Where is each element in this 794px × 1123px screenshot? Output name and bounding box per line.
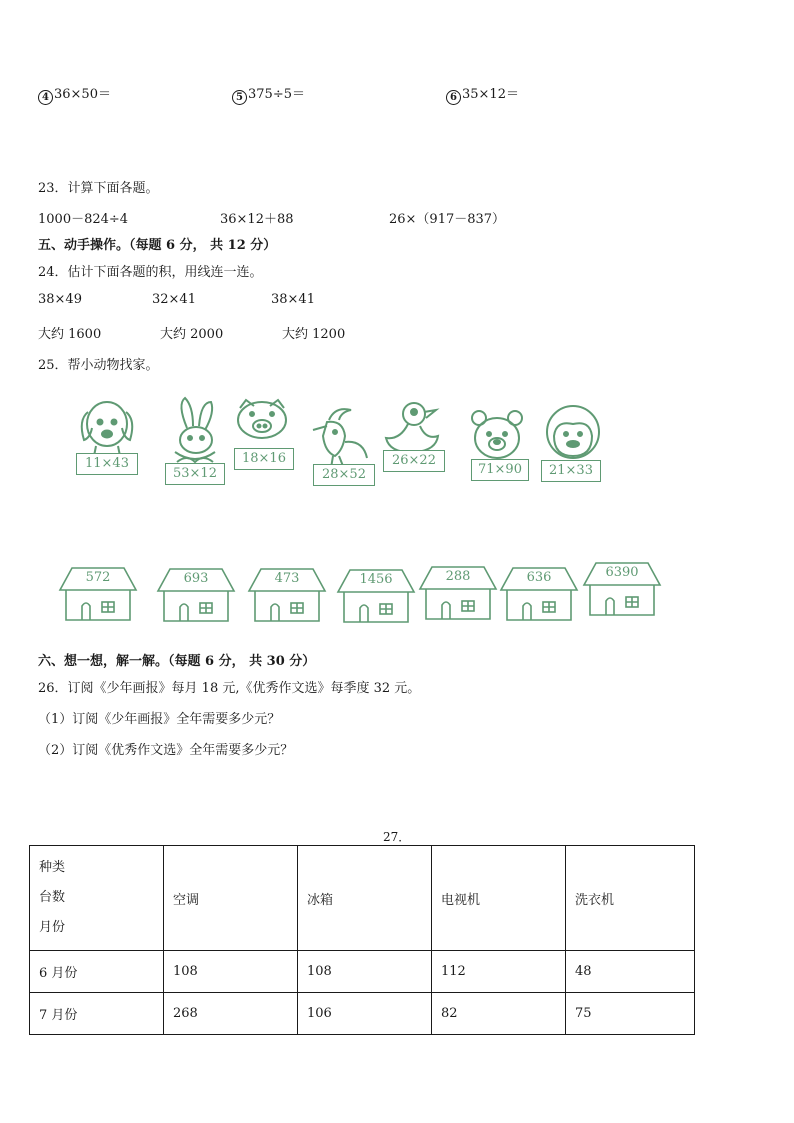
table-cell: 108 bbox=[298, 951, 432, 993]
table-cell: 106 bbox=[298, 993, 432, 1035]
row-month: 7 月份 bbox=[30, 993, 164, 1035]
monkey-icon bbox=[538, 402, 608, 464]
table-cell: 108 bbox=[164, 951, 298, 993]
q26-sub-1: （1）订阅《少年画报》全年需要多少元？ bbox=[38, 712, 281, 727]
q23-expr-3: 26×（917－837） bbox=[389, 212, 506, 227]
house bbox=[247, 567, 327, 625]
section-6-heading: 六、想一想，解一解。（每题 6 分， 共 30 分） bbox=[38, 654, 316, 669]
table-header-row bbox=[30, 846, 695, 951]
circled-number: 5 bbox=[232, 90, 247, 105]
problem-expr: 375÷5＝ bbox=[248, 87, 305, 102]
q23-expr-2: 36×12＋88 bbox=[220, 212, 294, 227]
table-cell: 112 bbox=[432, 951, 566, 993]
animal-label: 26×22 bbox=[383, 450, 445, 472]
house-number: 572 bbox=[85, 570, 111, 585]
animal-label: 18×16 bbox=[234, 448, 294, 470]
house-number: 473 bbox=[274, 571, 300, 586]
house-number: 636 bbox=[526, 570, 552, 585]
table-row bbox=[30, 951, 695, 993]
q27-label: 27． bbox=[383, 830, 411, 844]
table-row bbox=[30, 993, 695, 1035]
house-number: 693 bbox=[183, 571, 209, 586]
column-header: 洗衣机 bbox=[566, 846, 695, 951]
q24-estimate-2: 大约 2000 bbox=[160, 327, 224, 342]
animal-label: 11×43 bbox=[76, 453, 138, 475]
q25-title: 25．帮小动物找家。 bbox=[38, 358, 159, 373]
header-month: 月份 bbox=[39, 920, 66, 935]
house bbox=[156, 567, 236, 625]
q23-title: 23．计算下面各题。 bbox=[38, 181, 159, 196]
column-header: 冰箱 bbox=[298, 846, 432, 951]
q24-expr-3: 38×41 bbox=[271, 292, 315, 307]
q23-expr-1: 1000－824÷4 bbox=[38, 212, 129, 227]
column-header: 电视机 bbox=[432, 846, 566, 951]
animal-label: 21×33 bbox=[541, 460, 601, 482]
appliance-sales-table bbox=[29, 845, 695, 1035]
problem-5 bbox=[232, 83, 305, 105]
header-kind: 种类 bbox=[39, 860, 66, 875]
problem-6 bbox=[446, 83, 519, 105]
problem-4 bbox=[38, 83, 111, 105]
animal-label: 71×90 bbox=[471, 459, 529, 481]
q24-estimate-3: 大约 1200 bbox=[282, 327, 346, 342]
row-month: 6 月份 bbox=[30, 951, 164, 993]
house-number: 1456 bbox=[359, 572, 393, 587]
house bbox=[336, 568, 416, 626]
q26-title: 26．订阅《少年画报》每月 18 元,《优秀作文选》每季度 32 元。 bbox=[38, 681, 421, 696]
house bbox=[58, 566, 138, 624]
q24-estimate-1: 大约 1600 bbox=[38, 327, 102, 342]
house bbox=[582, 561, 662, 619]
section-5-heading: 五、动手操作。（每题 6 分， 共 12 分） bbox=[38, 238, 277, 253]
table-cell: 48 bbox=[566, 951, 695, 993]
house-number: 6390 bbox=[605, 565, 639, 580]
table-cell: 268 bbox=[164, 993, 298, 1035]
animal-label: 28×52 bbox=[313, 464, 375, 486]
column-header: 空调 bbox=[164, 846, 298, 951]
house bbox=[499, 566, 579, 624]
house bbox=[418, 565, 498, 623]
circled-number: 6 bbox=[446, 90, 461, 105]
problem-expr: 36×50＝ bbox=[54, 87, 111, 102]
problem-expr: 35×12＝ bbox=[462, 87, 519, 102]
q24-title: 24．估计下面各题的积，用线连一连。 bbox=[38, 265, 263, 280]
table-cell: 75 bbox=[566, 993, 695, 1035]
q26-sub-2: （2）订阅《优秀作文选》全年需要多少元？ bbox=[38, 743, 294, 758]
q24-expr-1: 38×49 bbox=[38, 292, 82, 307]
header-count: 台数 bbox=[39, 890, 66, 905]
table-cell: 82 bbox=[432, 993, 566, 1035]
circled-number: 4 bbox=[38, 90, 53, 105]
q24-expr-2: 32×41 bbox=[152, 292, 196, 307]
header-corner-cell bbox=[30, 846, 164, 951]
house-number: 288 bbox=[445, 569, 471, 584]
animal-label: 53×12 bbox=[165, 463, 225, 485]
